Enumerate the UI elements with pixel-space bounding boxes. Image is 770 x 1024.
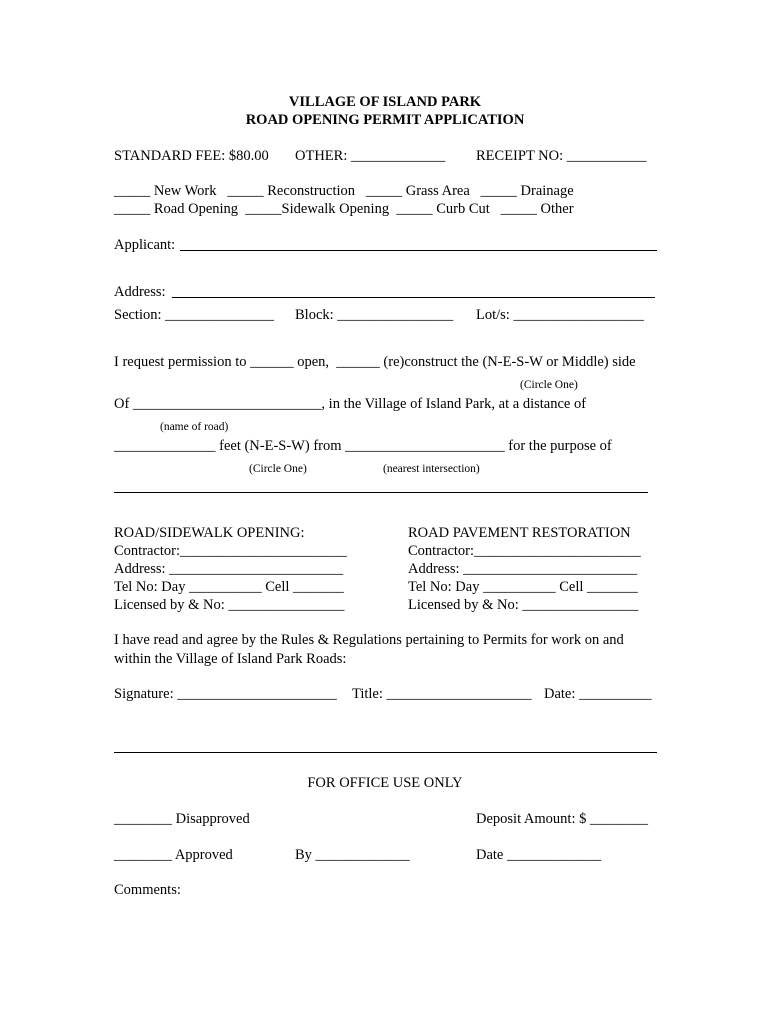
approved-field[interactable]: ________ Approved <box>114 847 233 863</box>
deposit-amount-field[interactable]: Deposit Amount: $ ________ <box>476 811 648 827</box>
left-contractor-field[interactable]: Contractor:_______________________ <box>114 543 347 559</box>
applicant-label: Applicant: <box>114 237 176 253</box>
address-label: Address: <box>114 284 166 300</box>
applicant-field[interactable] <box>180 250 657 251</box>
lots-field[interactable]: Lot/s: __________________ <box>476 307 644 323</box>
left-address-field[interactable]: Address: ________________________ <box>114 561 344 577</box>
work-type-row-1[interactable]: _____ New Work _____ Reconstruction _____ Grass Area _____ Drainage <box>114 183 574 199</box>
work-type-row-2[interactable]: _____ Road Opening _____Sidewalk Opening _____ Curb Cut _____ Other <box>114 201 574 217</box>
road-sidewalk-opening-title: ROAD/SIDEWALK OPENING: <box>114 525 305 541</box>
road-pavement-restoration-title: ROAD PAVEMENT RESTORATION <box>408 525 631 541</box>
comments-label: Comments: <box>114 882 181 898</box>
request-line-2[interactable]: Of __________________________, in the Village of Island Park, at a distance of <box>114 396 587 412</box>
form-title-line2: ROAD OPENING PERMIT APPLICATION <box>245 112 525 128</box>
by-field[interactable]: By _____________ <box>295 847 410 863</box>
divider <box>114 752 657 753</box>
section-field[interactable]: Section: _______________ <box>114 307 274 323</box>
agreement-line-1: I have read and agree by the Rules & Regulations pertaining to Permits for work on and <box>114 632 624 648</box>
name-of-road-hint: (name of road) <box>160 421 229 433</box>
left-tel-field[interactable]: Tel No: Day __________ Cell _______ <box>114 579 344 595</box>
form-title-line1: VILLAGE OF ISLAND PARK <box>288 94 482 110</box>
request-line-1[interactable]: I request permission to ______ open, ______ (re)construct the (N-E-S-W or Middle) side <box>114 354 636 370</box>
circle-one-hint-1: (Circle One) <box>520 379 578 391</box>
other-fee-field[interactable]: OTHER: _____________ <box>295 148 446 164</box>
date-field[interactable]: Date: __________ <box>544 686 652 702</box>
nearest-intersection-hint: (nearest intersection) <box>383 463 480 475</box>
disapproved-field[interactable]: ________ Disapproved <box>114 811 250 827</box>
circle-one-hint-2: (Circle One) <box>249 463 307 475</box>
left-licensed-field[interactable]: Licensed by & No: ________________ <box>114 597 345 613</box>
request-line-3[interactable]: ______________ feet (N-E-S-W) from ______________________ for the purpose of <box>114 438 612 454</box>
office-use-heading: FOR OFFICE USE ONLY <box>307 775 463 791</box>
right-licensed-field[interactable]: Licensed by & No: ________________ <box>408 597 639 613</box>
right-tel-field[interactable]: Tel No: Day __________ Cell _______ <box>408 579 638 595</box>
receipt-no-field[interactable]: RECEIPT NO: ___________ <box>476 148 647 164</box>
purpose-field[interactable] <box>114 492 648 493</box>
title-field[interactable]: Title: ____________________ <box>352 686 532 702</box>
office-date-field[interactable]: Date _____________ <box>476 847 602 863</box>
agreement-line-2: within the Village of Island Park Roads: <box>114 651 347 667</box>
right-address-field[interactable]: Address: ________________________ <box>408 561 638 577</box>
signature-field[interactable]: Signature: ______________________ <box>114 686 337 702</box>
right-contractor-field[interactable]: Contractor:_______________________ <box>408 543 641 559</box>
block-field[interactable]: Block: ________________ <box>295 307 454 323</box>
address-field[interactable] <box>172 297 655 298</box>
standard-fee: STANDARD FEE: $80.00 <box>114 148 269 164</box>
